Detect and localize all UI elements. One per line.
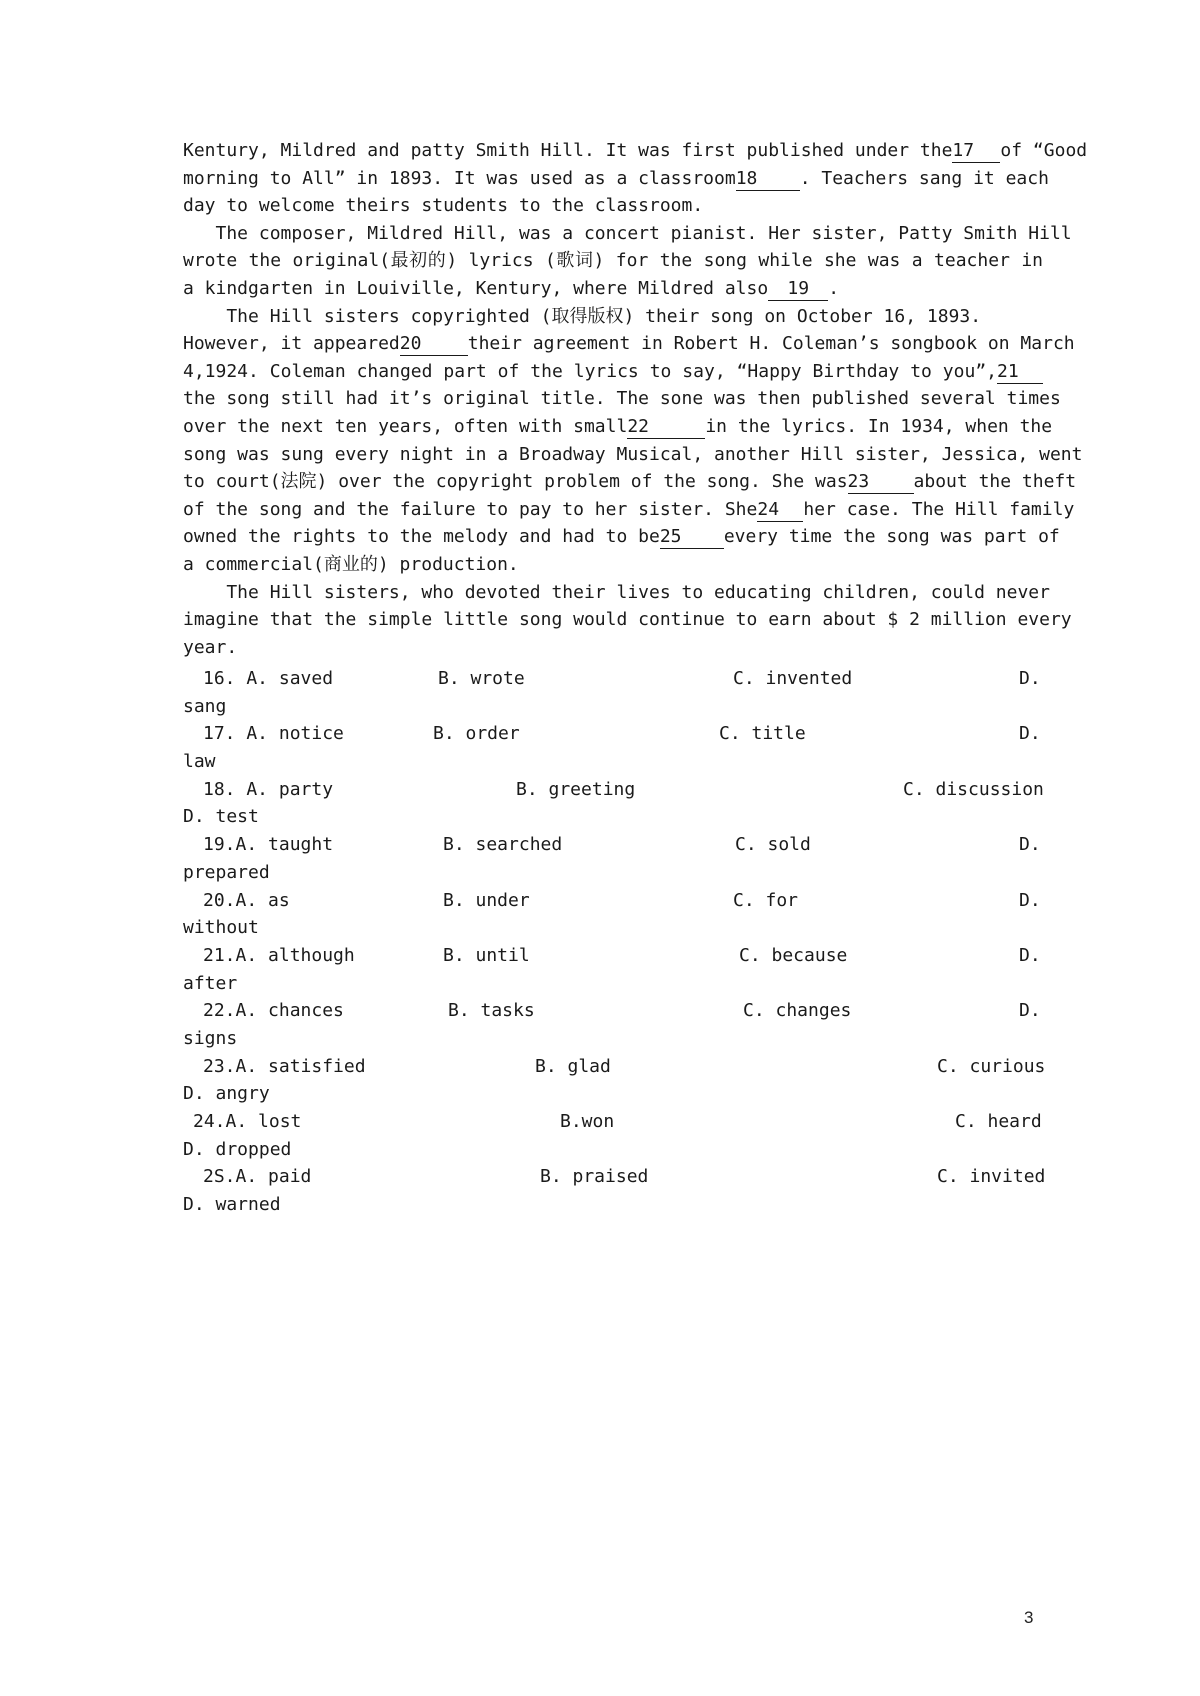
answer-options [183, 665, 1046, 1219]
answer-blank: 24 [757, 499, 803, 522]
question-row [183, 776, 1043, 804]
option-c: C. changes [743, 1000, 852, 1022]
option-d-label: D. [1019, 723, 1041, 745]
passage-line [183, 579, 1050, 607]
passage-text: song was sung every night in a Broadway Musical, another Hill sister, Jessica, went [183, 443, 1083, 465]
option-c: C. invented [733, 668, 853, 689]
cloze-passage [183, 137, 1088, 661]
question-row-continued [183, 748, 1043, 776]
passage-text: The composer, Mildred Hill, was a concert pianist. Her sister, Patty Smith Hill [183, 222, 1072, 244]
passage-line [183, 330, 1075, 358]
passage-line [183, 192, 1043, 220]
answer-blank: 21 [997, 361, 1043, 384]
option-b: B. until [443, 944, 530, 966]
passage-text: in the lyrics. In 1934, when the [705, 415, 1053, 437]
option-a: 19.A. taught [203, 834, 334, 856]
option-c: C. curious [937, 1055, 1046, 1077]
option-d: law [183, 751, 216, 773]
passage-line [183, 358, 1043, 386]
passage-text: of “Good [1000, 140, 1088, 161]
question-row [183, 887, 1043, 915]
option-d: sang [183, 695, 227, 717]
option-c: C. title [719, 723, 806, 745]
question-row-continued [183, 1025, 1043, 1053]
passage-line [183, 385, 1061, 413]
option-b: B. praised [540, 1166, 649, 1188]
passage-line [183, 165, 1049, 193]
option-b: B. tasks [448, 1000, 535, 1022]
option-c: C. heard [955, 1111, 1042, 1132]
passage-line [183, 275, 1043, 303]
option-b: B. under [443, 889, 530, 911]
option-b: B. wrote [438, 668, 525, 689]
page-number: 3 [1024, 1608, 1034, 1627]
option-a: 20.A. as [203, 889, 290, 911]
passage-line [183, 441, 1083, 469]
answer-blank: 18 [736, 168, 800, 191]
passage-text: morning to All” in 1893. It was used as a classroom [183, 167, 736, 189]
option-c: C. sold [735, 834, 811, 856]
passage-text: wrote the original(最初的) lyrics (歌词) for the song while she was a teacher in [183, 250, 1043, 272]
option-b: B. searched [443, 834, 563, 856]
passage-line [183, 606, 1072, 634]
option-c: C. discussion [903, 778, 1044, 800]
option-b: B. order [433, 723, 520, 745]
passage-text: year. [183, 636, 238, 658]
answer-blank: 22 [627, 416, 705, 439]
passage-line [183, 634, 1043, 662]
option-c: C. because [739, 944, 848, 966]
option-a: 17. A. notice [203, 723, 344, 745]
passage-text: imagine that the simple little song would continue to earn about $ 2 million every [183, 609, 1072, 631]
answer-blank: 17 [952, 140, 1000, 163]
passage-text: about the theft [913, 471, 1077, 493]
passage-line [183, 220, 1072, 248]
answer-blank: 23 [848, 471, 914, 494]
passage-text: the song still had it’s original title. The sone was then published several times [183, 388, 1061, 410]
option-d: signs [183, 1027, 238, 1049]
passage-text: over the next ten years, often with small [183, 415, 628, 437]
option-b: B. greeting [516, 778, 636, 800]
answer-blank: 20 [400, 333, 468, 356]
passage-text: owned the rights to the melody and had to be [183, 526, 660, 548]
option-b: B. glad [535, 1055, 611, 1077]
passage-line [183, 496, 1075, 524]
passage-text: Kentury, Mildred and patty Smith Hill. It was first published under the [183, 140, 953, 161]
option-a: 24.A. lost [193, 1111, 302, 1132]
passage-line [183, 551, 1043, 579]
passage-line [183, 468, 1077, 496]
question-row [183, 720, 1043, 748]
option-d-label: D. [1019, 1000, 1041, 1022]
option-d-label: D. [1019, 889, 1041, 911]
passage-text: However, it appeared [183, 333, 400, 355]
passage-text: her case. The Hill family [803, 498, 1075, 520]
question-row-continued [183, 693, 1043, 721]
question-row-continued [183, 1191, 1043, 1219]
option-a: 23.A. satisfied [203, 1055, 366, 1077]
passage-line [183, 137, 1088, 165]
question-row [183, 665, 1043, 693]
passage-line [183, 303, 1043, 331]
option-d: after [183, 972, 238, 994]
option-d: D. warned [183, 1194, 281, 1216]
option-d: D. test [183, 806, 259, 828]
passage-text: every time the song was part of [723, 526, 1060, 548]
question-row [183, 997, 1043, 1025]
option-c: C. for [733, 889, 799, 911]
question-row [183, 1053, 1046, 1081]
option-d-label: D. [1019, 668, 1041, 689]
question-row-continued [183, 970, 1043, 998]
passage-line [183, 413, 1053, 441]
option-a: 21.A. although [203, 944, 355, 966]
option-a: 16. A. saved [203, 668, 334, 689]
option-a: 22.A. chances [203, 1000, 344, 1022]
question-row [183, 1163, 1046, 1191]
option-a: 18. A. party [203, 778, 334, 800]
passage-text: The Hill sisters, who devoted their lives to educating children, could never [183, 581, 1050, 603]
passage-text: of the song and the failure to pay to her sister. She [183, 498, 758, 520]
passage-text: 4,1924. Coleman changed part of the lyrics to say, “Happy Birthday to you”, [183, 360, 997, 382]
answer-blank: 19 [768, 278, 828, 301]
option-d: prepared [183, 861, 270, 883]
option-c: C. invited [937, 1166, 1046, 1188]
passage-line [183, 247, 1043, 275]
question-row [183, 942, 1043, 970]
passage-text: a kindgarten in Louiville, Kentury, where Mildred also [183, 277, 769, 299]
option-d: D. dropped [183, 1138, 292, 1160]
answer-blank: 25 [660, 526, 724, 549]
passage-text: . Teachers sang it each [799, 167, 1049, 189]
passage-text: a commercial(商业的) production. [183, 553, 519, 575]
option-a: 2S.A. paid [203, 1166, 312, 1188]
question-row [183, 1108, 1043, 1136]
passage-text: their agreement in Robert H. Coleman’s songbook on March [467, 333, 1075, 355]
option-b: B.won [560, 1111, 615, 1132]
option-d: D. angry [183, 1083, 270, 1105]
option-d: without [183, 917, 259, 939]
passage-text: The Hill sisters copyrighted (取得版权) their song on October 16, 1893. [183, 305, 982, 327]
passage-text: day to welcome theirs students to the classroom. [183, 195, 704, 217]
question-row-continued [183, 914, 1043, 942]
option-d-label: D. [1019, 944, 1041, 966]
question-row [183, 831, 1043, 859]
question-row-continued [183, 859, 1043, 887]
question-row-continued [183, 803, 1043, 831]
question-row-continued [183, 1136, 1043, 1164]
passage-line [183, 523, 1060, 551]
passage-text: . [828, 277, 840, 299]
option-d-label: D. [1019, 834, 1041, 856]
question-row-continued [183, 1080, 1043, 1108]
passage-text: to court(法院) over the copyright problem of the song. She was [183, 471, 848, 493]
